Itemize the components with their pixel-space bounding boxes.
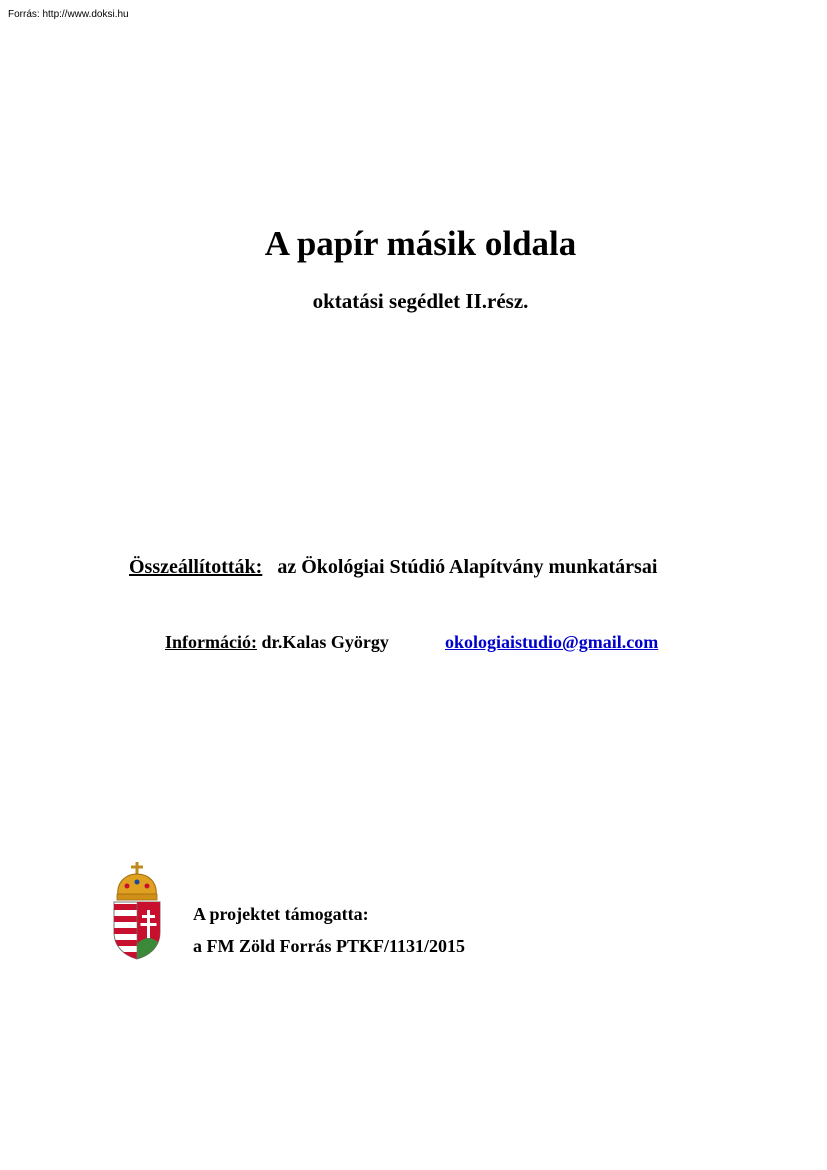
compilers-line <box>129 553 657 581</box>
source-line: Forrás: http://www.doksi.hu <box>8 9 129 20</box>
hungarian-coat-of-arms-icon <box>110 862 164 960</box>
document-subtitle: oktatási segédlet II.rész. <box>312 289 529 313</box>
info-name: dr.Kalas György <box>261 632 389 652</box>
compilers-label: Összeállították: <box>129 556 263 578</box>
support-block <box>193 898 465 962</box>
support-line-1: A projektet támogatta: <box>193 904 369 924</box>
compilers-text: az Ökológiai Stúdió Alapítvány munkatársai <box>277 556 658 578</box>
support-line-2: a FM Zöld Forrás PTKF/1131/2015 <box>193 936 465 956</box>
email-link[interactable]: okologiaistudio@gmail.com <box>445 632 659 652</box>
info-label: Információ: <box>165 632 257 652</box>
info-line <box>165 629 659 655</box>
document-title: A papír másik oldala <box>264 224 577 263</box>
